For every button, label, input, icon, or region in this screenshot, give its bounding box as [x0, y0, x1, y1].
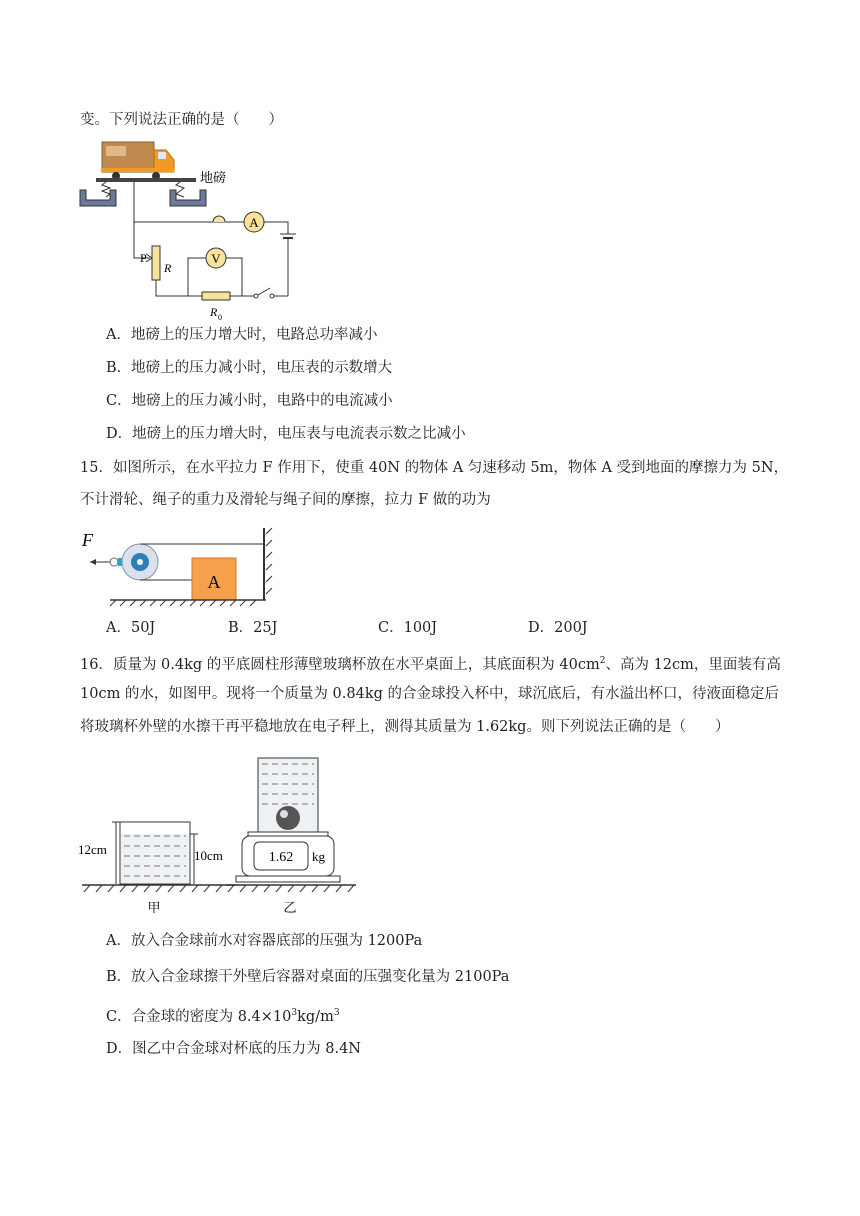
caption-right: 乙: [283, 900, 297, 915]
q14-option-c: C．地磅上的压力减小时，电路中的电流减小: [106, 393, 393, 409]
q16-option-c: C．合金球的密度为 $8.4\times 10^3kg/m^3$: [106, 1008, 340, 1025]
q16-line-2: 10cm 的水，如图甲。现将一个质量为 0.84kg 的合金球投入杯中，球沉底后，有水溢出杯口，待液面稳定后: [80, 686, 779, 702]
voltmeter-label: V: [211, 251, 221, 266]
q15-option-b: B．25J: [228, 620, 278, 636]
q14-option-d: D．地磅上的压力增大时，电压表与电流表示数之比减小: [106, 426, 466, 442]
q14-stem-tail: 变。下列说法正确的是（ ）: [80, 112, 283, 128]
water-height-label: 10cm: [194, 848, 223, 863]
q14-option-b: B．地磅上的压力减小时，电压表的示数增大: [106, 360, 393, 376]
q16-option-b: B．放入合金球擦干外壁后容器对桌面的压强变化量为 2100Pa: [106, 969, 510, 985]
q16-option-d: D．图乙中合金球对杯底的压力为 8.4N: [106, 1041, 361, 1057]
q15-option-a: A．50J: [106, 620, 156, 636]
q16-line-3: 将玻璃杯外壁的水擦干再平稳地放在电子秤上，测得其质量为 1.62kg。则下列说法正确的是（ ）: [80, 719, 730, 735]
pulley-diagram: [80, 520, 280, 606]
block-label: A: [207, 572, 221, 592]
weighbridge-circuit-diagram: [76, 138, 306, 322]
r0-label: R: [210, 305, 218, 319]
scale-reading: 1.62: [268, 850, 294, 865]
q14-option-a: A．地磅上的压力增大时，电路总功率减小: [106, 327, 378, 343]
force-label: F: [82, 530, 93, 550]
truck-icon: [102, 142, 174, 180]
q15-option-d: D．200J: [528, 620, 588, 636]
scale-label: 地磅: [200, 170, 227, 185]
r0-subscript: 0: [218, 313, 222, 322]
caption-left: 甲: [147, 900, 161, 915]
cup-and-scale-diagram: [76, 752, 366, 922]
q16-line-1: 16．质量为 0.4kg 的平底圆柱形薄壁玻璃杯放在水平桌面上，其底面积为 $40cm^2$、高为 12cm，里面装有高: [80, 656, 781, 673]
q15-option-c: C．100J: [378, 620, 438, 636]
slider-label: P: [140, 251, 147, 265]
rheostat-label: R: [164, 261, 172, 275]
q15-line-1: 15．如图所示，在水平拉力 F 作用下，使重 40N 的物体 A 匀速移动 5m，物体 A 受到地面的摩擦力为 5N，: [80, 460, 789, 476]
cup-height-label: 12cm: [78, 842, 107, 857]
q16-option-a: A．放入合金球前水对容器底部的压强为 1200Pa: [106, 933, 423, 949]
scale-unit: kg: [312, 849, 325, 864]
ammeter-label: A: [249, 215, 259, 230]
q15-line-2: 不计滑轮、绳子的重力及滑轮与绳子间的摩擦，拉力 F 做的功为: [80, 492, 491, 508]
